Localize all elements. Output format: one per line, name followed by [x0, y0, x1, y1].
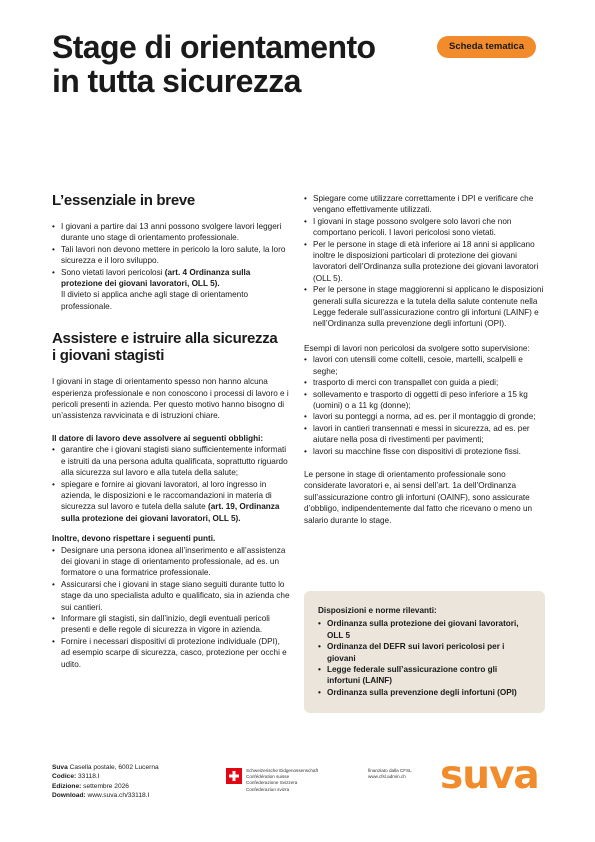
list-item: • Legge federale sull’assicurazione contro gli infortuni (LAINF) [318, 664, 531, 687]
intro-heading: L’essenziale in breve [52, 192, 195, 209]
list-item: • Fornire i necessari dispositivi di protezione individuale (DPI), ad esempio scarpe di sicurezza, casco, protezione per occhi e udito. [52, 636, 290, 670]
list-item: • trasporto di merci con transpallet con guida a piedi; [304, 377, 545, 388]
funding-link[interactable]: www.cfsl.admin.ch [368, 774, 406, 780]
list-item: • Informare gli stagisti, sin dall’inizio, degli eventuali pericoli presenti e delle regole di sicurezza in vigore in azienda. [52, 613, 290, 636]
list-item-continuation: Il divieto si applica anche agli stage di orientamento professionale. [61, 290, 249, 311]
list-item: • Designare una persona idonea all’inserimento e all’assistenza dei giovani in stage di orientamento professionale, ad es. un formatore o una formatrice professionale. [52, 545, 290, 579]
list-item: • lavori con utensili come coltelli, cesoie, martelli, scalpelli e seghe; [304, 354, 545, 377]
intro-list [52, 221, 290, 312]
confederation-line: Confederazione Svizzera [246, 780, 298, 786]
list-item: • Ordinanza sulla prevenzione degli infortuni (OPI) [318, 687, 531, 698]
duties-title: Il datore di lavoro deve assolvere ai seguenti obblighi: [52, 433, 264, 443]
list-item: • Assicurarsi che i giovani in stage siano seguiti durante tutto lo stage da uno specialista adulto e qualificato, sia in azienda che sui cantieri. [52, 579, 290, 613]
edition-label: Edizione: [52, 782, 82, 790]
legal-reference: (art. 19, Ordinanza sulla protezione dei giovani lavoratori, OLL 5). [61, 502, 280, 523]
list-item: • Per le persone in stage maggiorenni si applicano le disposizioni generali sulla sicurezza e la tutela della salute contenute nella Legge federale sull’assicurazione contro gli infortuni (LAINF) e nell’Ordinanza sulla prevenzione degli infortuni (OPI). [304, 284, 545, 330]
confederation-line: Confederaziun svizra [246, 786, 290, 792]
download-link[interactable]: www.suva.ch/33118.I [85, 792, 150, 800]
examples-list [304, 354, 545, 457]
confederation-line: Confédération suisse [246, 774, 290, 780]
regulations-list [318, 618, 531, 698]
edition-line [52, 782, 212, 791]
respect-list [52, 545, 290, 670]
list-item: • I giovani in stage possono svolgere solo lavori che non comportano pericoli. I lavori pericolosi sono vietati. [304, 216, 545, 239]
publication-info [52, 763, 212, 801]
confederation-line: Schweizerische Eidgenossenschaft [246, 768, 319, 773]
list-item: • Ordinanza sulla protezione dei giovani lavoratori, OLL 5 [318, 618, 531, 641]
list-item: • lavori su macchine fisse con dispositivi di protezione fissi. [304, 446, 545, 457]
download-line [52, 791, 212, 800]
address-line [52, 763, 212, 772]
funding-text [368, 768, 438, 780]
duties-list [52, 444, 290, 524]
list-item: • Tali lavori non devono mettere in pericolo la loro salute, la loro sicurezza e il loro sviluppo. [52, 244, 290, 267]
org-name: Suva [52, 764, 68, 771]
left-column [52, 192, 290, 670]
list-item [52, 267, 290, 290]
regulations-title: Disposizioni e norme rilevanti: [318, 606, 437, 615]
page-title [52, 30, 432, 98]
list-item: • sollevamento e trasporto di oggetti di peso inferiore a 15 kg (uomini) o a 11 kg (donne); [304, 389, 545, 412]
assist-paragraph: I giovani in stage di orientamento spesso non hanno alcuna esperienza professionale e non conoscono i processi di lavoro e i pericoli presenti in azienda. Per questo motivo hanno bisogno di un’assistenza ravvicinata e di istruzioni chiare. [52, 377, 289, 421]
topic-badge: Scheda tematica [437, 36, 536, 58]
title-line-2: in tutta sicurezza [52, 63, 301, 99]
list-item: • garantire che i giovani stagisti siano sufficientemente informati e istruiti da una persona adulta qualificata, soprattutto riguardo alla sicurezza sul lavoro e alla tutela della salute; [52, 444, 290, 478]
title-line-1: Stage di orientamento [52, 29, 376, 65]
respect-title: Inoltre, devono rispettare i seguenti punti. [52, 534, 216, 544]
list-item [52, 479, 290, 525]
right-column [304, 193, 545, 526]
assist-heading-line-2: i giovani stagisti [52, 347, 165, 365]
funding-line: finanziato dalla CFSL [368, 768, 412, 773]
list-item: • lavori su ponteggi a norma, ad es. per il montaggio di gronde; [304, 411, 545, 422]
item-text: Sono vietati lavori pericolosi [61, 267, 165, 277]
examples-title: Esempi di lavori non pericolosi da svolgere sotto supervisione: [304, 343, 530, 353]
closing-paragraph: Le persone in stage di orientamento professionale sono considerate lavoratori e, ai sensi dell’art. 1a dell’Ordinanza sull’assicurazione contro gli infortuni (OAINF), sono assicurate d’obbligo, indipendentemente dal fatto che ricevano o meno un salario durante lo stage. [304, 469, 533, 525]
list-item: • Ordinanza del DEFR sui lavori pericolosi per i giovani [318, 641, 531, 664]
code-line [52, 772, 212, 781]
list-item: • Spiegare come utilizzare correttamente i DPI e verificare che vengano effettivamente utilizzati. [304, 193, 545, 216]
edition-value: settembre 2026 [81, 782, 129, 790]
confederation-text [246, 768, 346, 793]
list-item: • lavori in cantieri transennati e messi in sicurezza, ad es. per aiutare nella posa di rivestimenti per pavimenti; [304, 423, 545, 446]
list-item: • I giovani a partire dai 13 anni possono svolgere lavori leggeri durante uno stage di orientamento professionale. [52, 221, 290, 244]
suva-logo: suva [440, 753, 539, 798]
code-label: Codice: [52, 773, 77, 781]
code-value: 33118.I [76, 773, 100, 781]
list-item: • Per le persone in stage di età inferiore ai 18 anni si applicano inoltre le disposizioni particolari di protezione dei giovani lavoratori dell’Ordinanza sulla protezione dei giovani lavoratori (OLL 5). [304, 239, 545, 285]
requirements-list [304, 193, 545, 330]
item-text: spiegare e fornire ai giovani lavoratori, al loro ingresso in azienda, le disposizioni e le raccomandazioni in materia di sicurezza sul lavoro e tutela della salute [61, 479, 272, 512]
assist-heading [52, 330, 290, 364]
download-label: Download: [52, 792, 86, 800]
address: Casella postale, 6002 Lucerna [67, 764, 159, 771]
legal-reference: (art. 4 Ordinanza sulla protezione dei giovani lavoratori, OLL 5). [61, 267, 251, 289]
assist-heading-line-1: Assistere e istruire alla sicurezza [52, 330, 278, 348]
regulations-box [304, 591, 545, 713]
swiss-cross-icon [226, 768, 242, 784]
